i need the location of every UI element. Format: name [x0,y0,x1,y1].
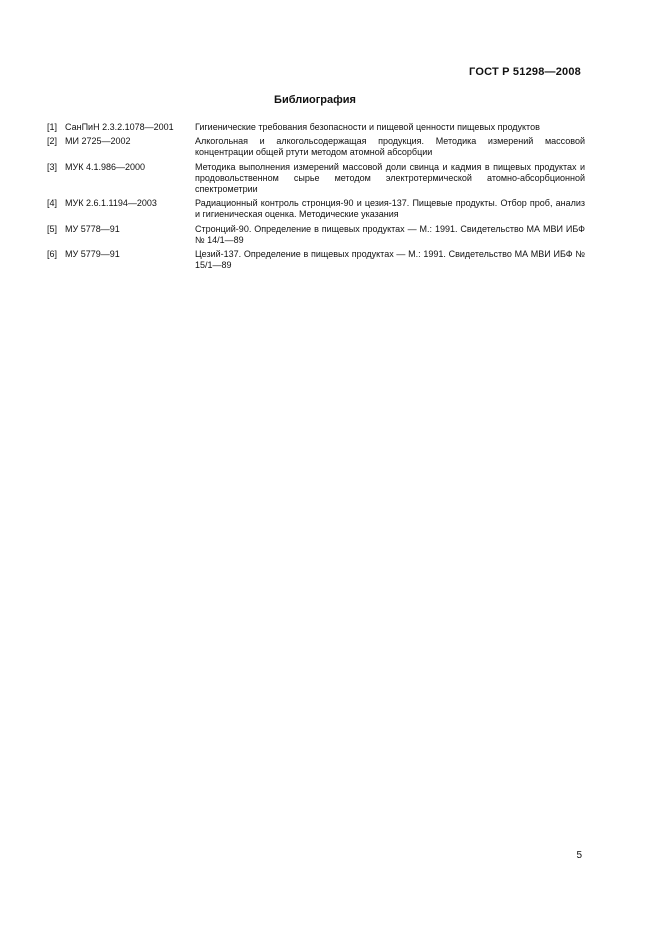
entry-description: Радиационный контроль стронция-90 и цезия-137. Пищевые продукты. Отбор проб, анализ и гигиеническая оценка. Методические указания [195,198,585,220]
entry-reference: МУК 2.6.1.1194—2003 [65,198,157,209]
entry-description: Алкогольная и алкогольсодержащая продукция. Методика измерений массовой концентрации общей ртути методом атомной абсорбции [195,136,585,158]
entry-reference: МУ 5779—91 [65,249,120,260]
entry-description: Гигиенические требования безопасности и пищевой ценности пищевых продуктов [195,122,540,132]
page-number: 5 [576,850,582,861]
entry-reference: СанПиН 2.3.2.1078—2001 [65,122,174,132]
bibliography-entry [47,198,585,220]
document-code: ГОСТ Р 51298—2008 [469,66,581,78]
bibliography-entry [47,249,585,271]
bibliography-entry [47,162,585,196]
entry-number: [4] [47,198,58,209]
bibliography-entry [47,122,585,133]
entry-number: [5] [47,223,58,234]
entry-description: Цезий-137. Определение в пищевых продуктах — М.: 1991. Свидетельство МА МВИ ИБФ № 15/1—89 [195,249,585,271]
bibliography-list [47,122,585,274]
section-title: Библиография [274,94,356,106]
entry-number: [6] [47,249,58,260]
entry-number: [3] [47,161,58,172]
bibliography-entry [47,224,585,246]
bibliography-entry [47,136,585,158]
entry-number: [2] [47,136,58,147]
entry-reference: МУ 5778—91 [65,223,120,234]
entry-description: Методика выполнения измерений массовой доли свинца и кадмия в пищевых продуктах и продовольственном сырье методом электротермической атомно-абсорбционной спектрометрии [195,161,585,195]
entry-reference: МИ 2725—2002 [65,136,131,147]
entry-reference: МУК 4.1.986—2000 [65,161,146,172]
entry-description: Стронций-90. Определение в пищевых продуктах — М.: 1991. Свидетельство МА МВИ ИБФ № 14/1—89 [195,223,585,245]
entry-number: [1] [47,122,58,132]
